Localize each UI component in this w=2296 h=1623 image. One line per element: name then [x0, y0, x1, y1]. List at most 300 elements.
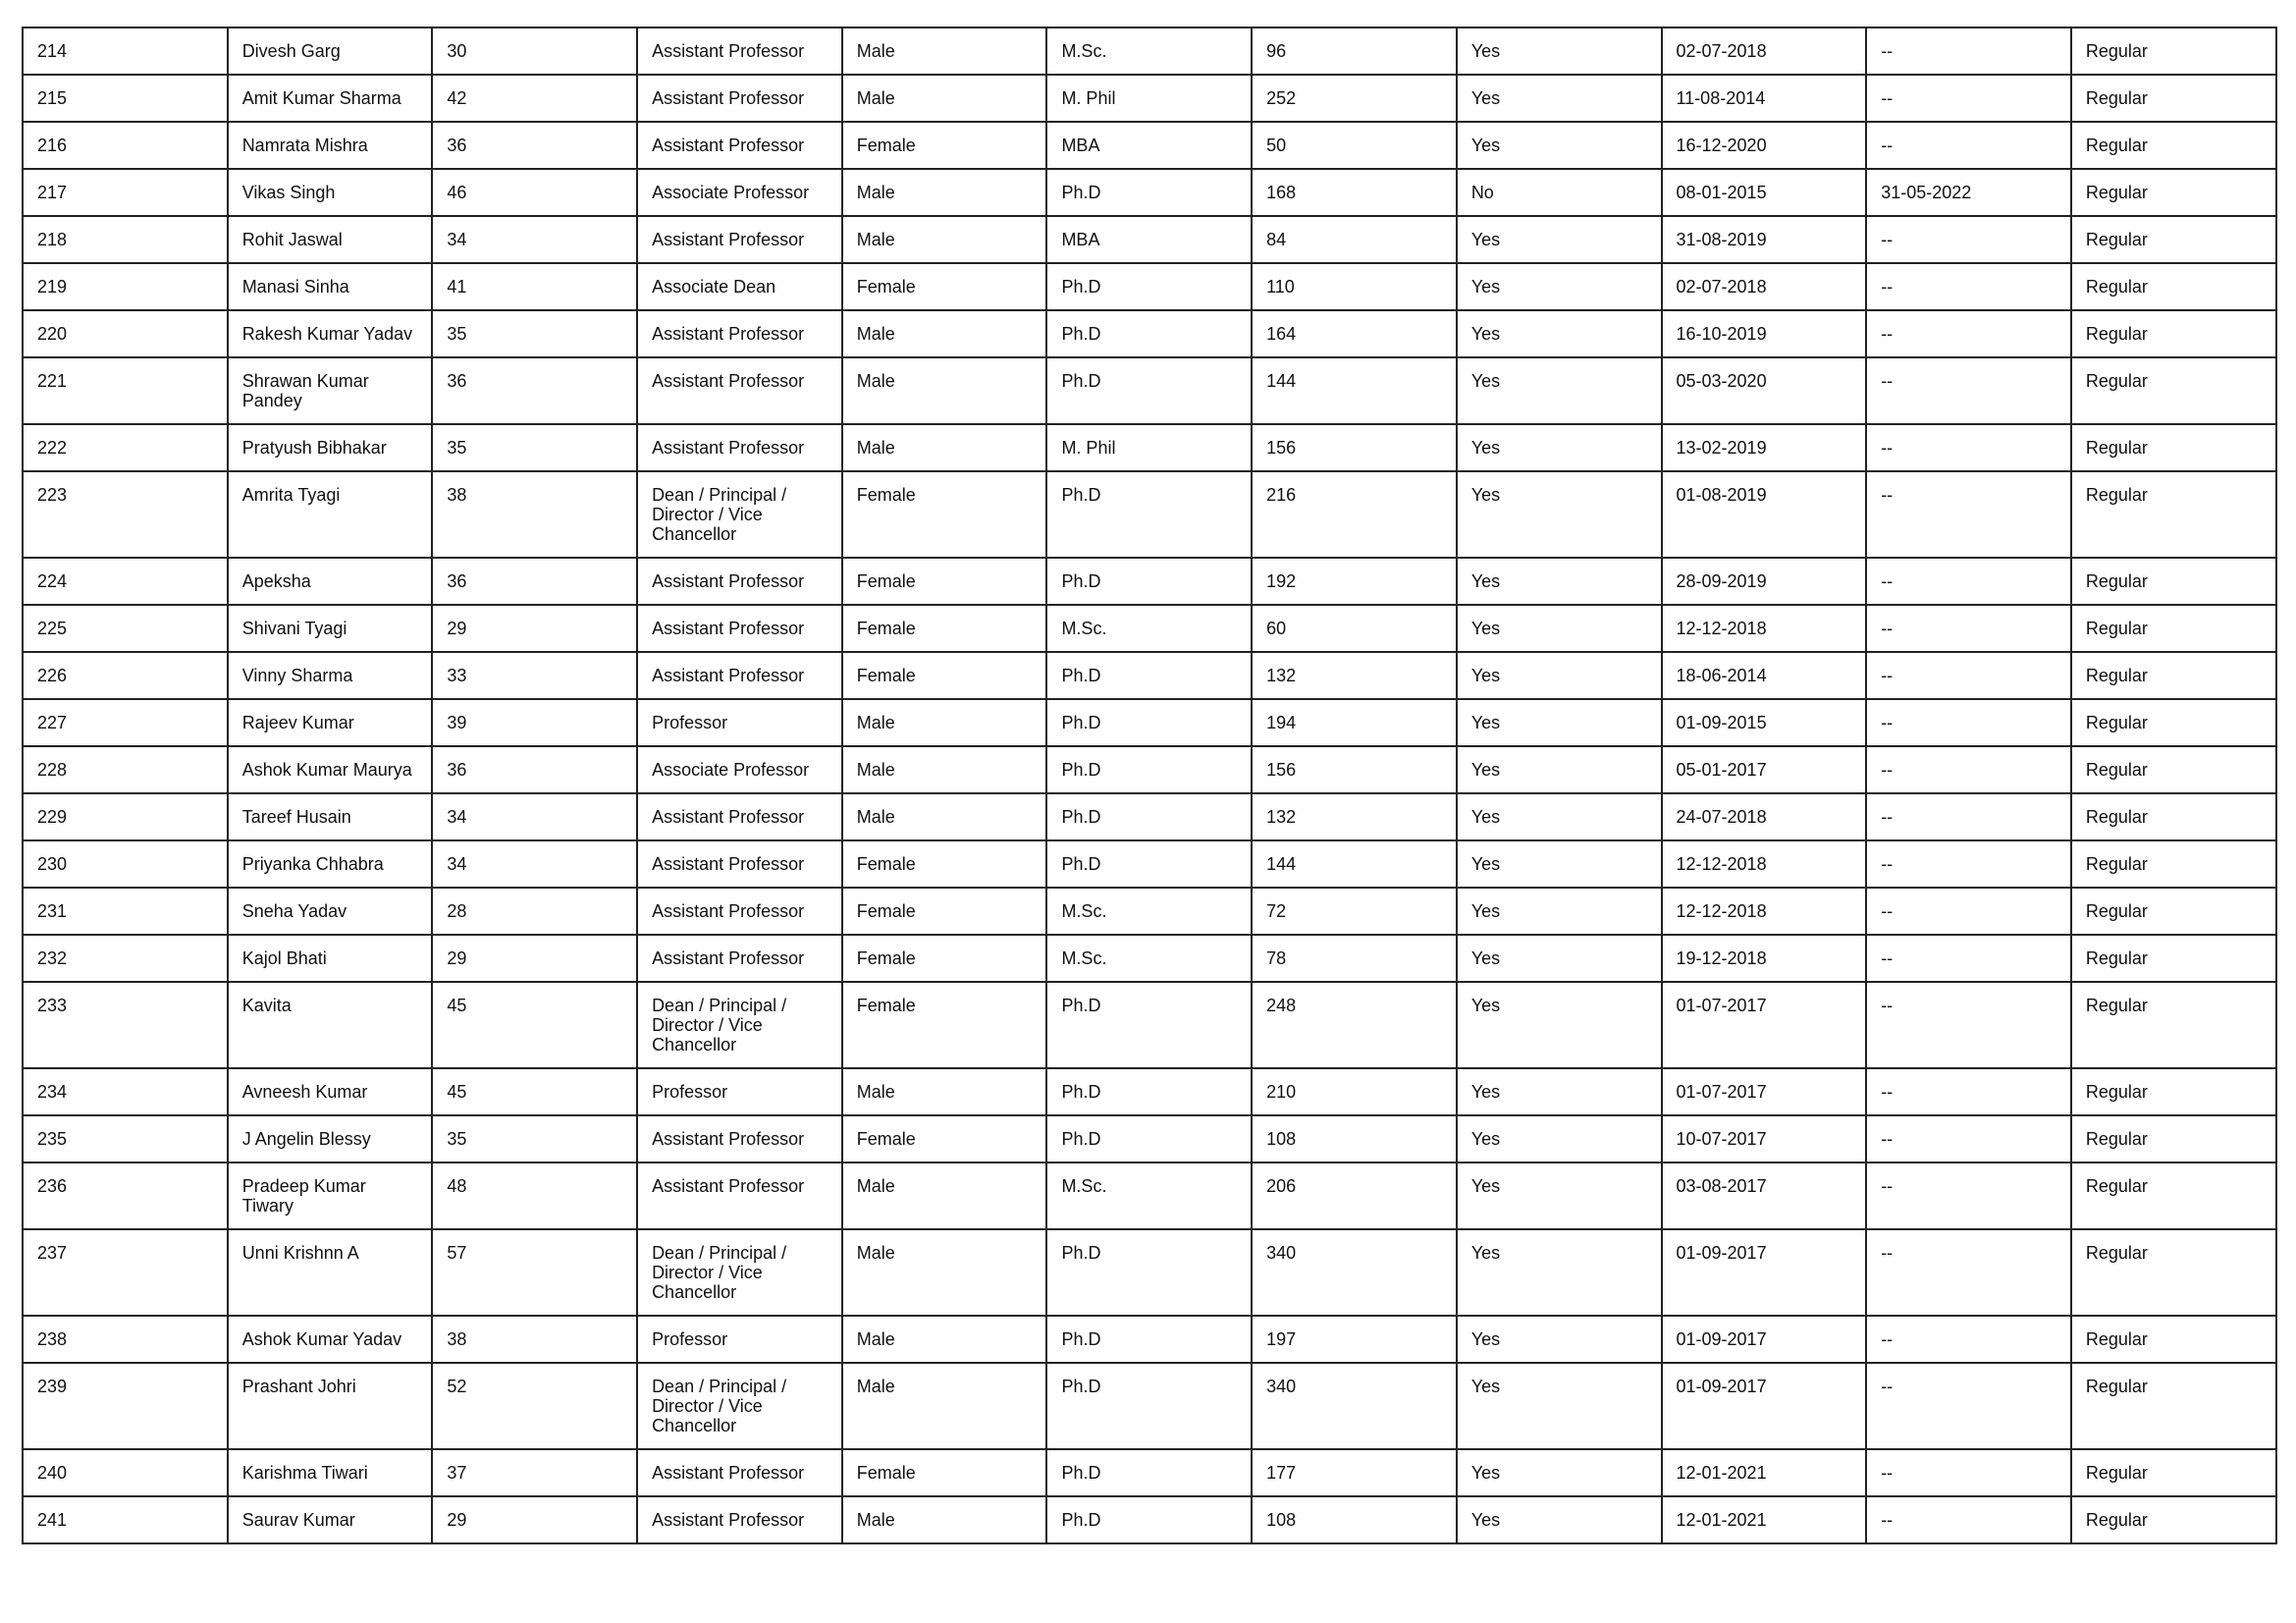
serial-number-cell: 219	[23, 263, 228, 310]
qualification-cell: Ph.D	[1046, 1115, 1252, 1163]
experience-months-cell: 78	[1252, 935, 1457, 982]
table-row	[23, 1316, 2276, 1363]
currently-working-cell: Yes	[1457, 1163, 1662, 1229]
currently-working-cell: Yes	[1457, 652, 1662, 699]
designation-cell: Professor	[637, 1068, 842, 1115]
gender-cell: Male	[842, 699, 1047, 746]
faculty-name-cell: Shivani Tyagi	[228, 605, 433, 652]
appointment-type-cell: Regular	[2071, 1496, 2276, 1543]
designation-cell: Assistant Professor	[637, 793, 842, 840]
age-cell: 48	[432, 1163, 637, 1229]
designation-cell: Dean / Principal / Director / Vice Chancellor	[637, 1229, 842, 1316]
experience-months-cell: 60	[1252, 605, 1457, 652]
qualification-cell: Ph.D	[1046, 558, 1252, 605]
serial-number-cell: 227	[23, 699, 228, 746]
age-cell: 52	[432, 1363, 637, 1449]
joining-date-cell: 12-01-2021	[1662, 1496, 1867, 1543]
joining-date-cell: 01-07-2017	[1662, 982, 1867, 1068]
gender-cell: Female	[842, 982, 1047, 1068]
joining-date-cell: 24-07-2018	[1662, 793, 1867, 840]
currently-working-cell: Yes	[1457, 216, 1662, 263]
currently-working-cell: Yes	[1457, 1316, 1662, 1363]
serial-number-cell: 231	[23, 888, 228, 935]
gender-cell: Male	[842, 357, 1047, 424]
faculty-name-cell: Kavita	[228, 982, 433, 1068]
faculty-name-cell: Rajeev Kumar	[228, 699, 433, 746]
experience-months-cell: 156	[1252, 424, 1457, 471]
appointment-type-cell: Regular	[2071, 793, 2276, 840]
experience-months-cell: 132	[1252, 652, 1457, 699]
currently-working-cell: Yes	[1457, 793, 1662, 840]
serial-number-cell: 225	[23, 605, 228, 652]
gender-cell: Male	[842, 1363, 1047, 1449]
qualification-cell: MBA	[1046, 216, 1252, 263]
age-cell: 46	[432, 169, 637, 216]
table-row	[23, 558, 2276, 605]
joining-date-cell: 19-12-2018	[1662, 935, 1867, 982]
experience-months-cell: 50	[1252, 122, 1457, 169]
currently-working-cell: Yes	[1457, 746, 1662, 793]
qualification-cell: Ph.D	[1046, 982, 1252, 1068]
faculty-name-cell: Tareef Husain	[228, 793, 433, 840]
experience-months-cell: 168	[1252, 169, 1457, 216]
appointment-type-cell: Regular	[2071, 746, 2276, 793]
age-cell: 36	[432, 746, 637, 793]
age-cell: 36	[432, 357, 637, 424]
faculty-name-cell: Manasi Sinha	[228, 263, 433, 310]
joining-date-cell: 12-12-2018	[1662, 840, 1867, 888]
age-cell: 45	[432, 982, 637, 1068]
table-row	[23, 1363, 2276, 1449]
age-cell: 38	[432, 471, 637, 558]
currently-working-cell: Yes	[1457, 1496, 1662, 1543]
leaving-date-cell: --	[1866, 1316, 2071, 1363]
joining-date-cell: 01-09-2017	[1662, 1363, 1867, 1449]
faculty-name-cell: Vikas Singh	[228, 169, 433, 216]
age-cell: 38	[432, 1316, 637, 1363]
joining-date-cell: 16-10-2019	[1662, 310, 1867, 357]
serial-number-cell: 226	[23, 652, 228, 699]
leaving-date-cell: --	[1866, 1363, 2071, 1449]
faculty-name-cell: Pradeep Kumar Tiwary	[228, 1163, 433, 1229]
leaving-date-cell: --	[1866, 746, 2071, 793]
table-row	[23, 75, 2276, 122]
faculty-name-cell: Sneha Yadav	[228, 888, 433, 935]
gender-cell: Male	[842, 793, 1047, 840]
faculty-name-cell: Priyanka Chhabra	[228, 840, 433, 888]
gender-cell: Male	[842, 1229, 1047, 1316]
joining-date-cell: 31-08-2019	[1662, 216, 1867, 263]
leaving-date-cell: --	[1866, 1068, 2071, 1115]
serial-number-cell: 237	[23, 1229, 228, 1316]
gender-cell: Male	[842, 746, 1047, 793]
leaving-date-cell: --	[1866, 310, 2071, 357]
gender-cell: Male	[842, 424, 1047, 471]
gender-cell: Female	[842, 935, 1047, 982]
age-cell: 30	[432, 27, 637, 75]
currently-working-cell: No	[1457, 169, 1662, 216]
designation-cell: Assistant Professor	[637, 558, 842, 605]
joining-date-cell: 03-08-2017	[1662, 1163, 1867, 1229]
qualification-cell: Ph.D	[1046, 840, 1252, 888]
serial-number-cell: 216	[23, 122, 228, 169]
serial-number-cell: 235	[23, 1115, 228, 1163]
gender-cell: Male	[842, 75, 1047, 122]
serial-number-cell: 239	[23, 1363, 228, 1449]
joining-date-cell: 02-07-2018	[1662, 27, 1867, 75]
age-cell: 36	[432, 558, 637, 605]
serial-number-cell: 232	[23, 935, 228, 982]
designation-cell: Assistant Professor	[637, 605, 842, 652]
gender-cell: Female	[842, 558, 1047, 605]
faculty-name-cell: Apeksha	[228, 558, 433, 605]
experience-months-cell: 164	[1252, 310, 1457, 357]
gender-cell: Male	[842, 1496, 1047, 1543]
experience-months-cell: 252	[1252, 75, 1457, 122]
appointment-type-cell: Regular	[2071, 935, 2276, 982]
currently-working-cell: Yes	[1457, 982, 1662, 1068]
gender-cell: Female	[842, 263, 1047, 310]
joining-date-cell: 13-02-2019	[1662, 424, 1867, 471]
qualification-cell: Ph.D	[1046, 263, 1252, 310]
qualification-cell: MBA	[1046, 122, 1252, 169]
age-cell: 33	[432, 652, 637, 699]
faculty-name-cell: Rohit Jaswal	[228, 216, 433, 263]
age-cell: 39	[432, 699, 637, 746]
experience-months-cell: 177	[1252, 1449, 1457, 1496]
qualification-cell: M. Phil	[1046, 424, 1252, 471]
leaving-date-cell: --	[1866, 471, 2071, 558]
faculty-name-cell: Shrawan Kumar Pandey	[228, 357, 433, 424]
designation-cell: Professor	[637, 699, 842, 746]
appointment-type-cell: Regular	[2071, 652, 2276, 699]
experience-months-cell: 216	[1252, 471, 1457, 558]
serial-number-cell: 224	[23, 558, 228, 605]
serial-number-cell: 228	[23, 746, 228, 793]
table-row	[23, 424, 2276, 471]
age-cell: 29	[432, 605, 637, 652]
table-row	[23, 746, 2276, 793]
experience-months-cell: 108	[1252, 1496, 1457, 1543]
appointment-type-cell: Regular	[2071, 216, 2276, 263]
qualification-cell: M.Sc.	[1046, 935, 1252, 982]
currently-working-cell: Yes	[1457, 1229, 1662, 1316]
leaving-date-cell: --	[1866, 75, 2071, 122]
appointment-type-cell: Regular	[2071, 1115, 2276, 1163]
gender-cell: Female	[842, 471, 1047, 558]
designation-cell: Dean / Principal / Director / Vice Chancellor	[637, 982, 842, 1068]
table-row	[23, 793, 2276, 840]
faculty-name-cell: J Angelin Blessy	[228, 1115, 433, 1163]
leaving-date-cell: --	[1866, 982, 2071, 1068]
serial-number-cell: 215	[23, 75, 228, 122]
table-row	[23, 1163, 2276, 1229]
age-cell: 34	[432, 793, 637, 840]
table-row	[23, 169, 2276, 216]
table-row	[23, 935, 2276, 982]
qualification-cell: Ph.D	[1046, 652, 1252, 699]
table-row	[23, 1068, 2276, 1115]
faculty-name-cell: Rakesh Kumar Yadav	[228, 310, 433, 357]
experience-months-cell: 194	[1252, 699, 1457, 746]
serial-number-cell: 223	[23, 471, 228, 558]
table-row	[23, 357, 2276, 424]
appointment-type-cell: Regular	[2071, 471, 2276, 558]
leaving-date-cell: --	[1866, 840, 2071, 888]
serial-number-cell: 238	[23, 1316, 228, 1363]
joining-date-cell: 11-08-2014	[1662, 75, 1867, 122]
designation-cell: Assistant Professor	[637, 424, 842, 471]
table-row	[23, 605, 2276, 652]
faculty-name-cell: Pratyush Bibhakar	[228, 424, 433, 471]
age-cell: 57	[432, 1229, 637, 1316]
designation-cell: Assistant Professor	[637, 357, 842, 424]
appointment-type-cell: Regular	[2071, 263, 2276, 310]
gender-cell: Male	[842, 27, 1047, 75]
designation-cell: Assistant Professor	[637, 310, 842, 357]
experience-months-cell: 108	[1252, 1115, 1457, 1163]
designation-cell: Assistant Professor	[637, 27, 842, 75]
leaving-date-cell: --	[1866, 699, 2071, 746]
leaving-date-cell: --	[1866, 888, 2071, 935]
faculty-table	[22, 27, 2277, 1544]
table-row	[23, 1496, 2276, 1543]
appointment-type-cell: Regular	[2071, 310, 2276, 357]
table-row	[23, 122, 2276, 169]
appointment-type-cell: Regular	[2071, 558, 2276, 605]
experience-months-cell: 248	[1252, 982, 1457, 1068]
designation-cell: Associate Professor	[637, 169, 842, 216]
joining-date-cell: 01-09-2015	[1662, 699, 1867, 746]
serial-number-cell: 220	[23, 310, 228, 357]
currently-working-cell: Yes	[1457, 357, 1662, 424]
table-row	[23, 27, 2276, 75]
experience-months-cell: 340	[1252, 1363, 1457, 1449]
experience-months-cell: 197	[1252, 1316, 1457, 1363]
currently-working-cell: Yes	[1457, 263, 1662, 310]
table-row	[23, 652, 2276, 699]
faculty-name-cell: Saurav Kumar	[228, 1496, 433, 1543]
gender-cell: Female	[842, 1449, 1047, 1496]
appointment-type-cell: Regular	[2071, 982, 2276, 1068]
joining-date-cell: 12-12-2018	[1662, 605, 1867, 652]
faculty-name-cell: Karishma Tiwari	[228, 1449, 433, 1496]
experience-months-cell: 192	[1252, 558, 1457, 605]
designation-cell: Assistant Professor	[637, 216, 842, 263]
age-cell: 29	[432, 1496, 637, 1543]
table-row	[23, 216, 2276, 263]
joining-date-cell: 01-07-2017	[1662, 1068, 1867, 1115]
serial-number-cell: 233	[23, 982, 228, 1068]
gender-cell: Female	[842, 888, 1047, 935]
experience-months-cell: 144	[1252, 357, 1457, 424]
leaving-date-cell: --	[1866, 935, 2071, 982]
leaving-date-cell: --	[1866, 1115, 2071, 1163]
qualification-cell: Ph.D	[1046, 310, 1252, 357]
age-cell: 34	[432, 840, 637, 888]
leaving-date-cell: --	[1866, 216, 2071, 263]
table-row	[23, 1229, 2276, 1316]
age-cell: 42	[432, 75, 637, 122]
joining-date-cell: 05-03-2020	[1662, 357, 1867, 424]
joining-date-cell: 05-01-2017	[1662, 746, 1867, 793]
age-cell: 45	[432, 1068, 637, 1115]
faculty-name-cell: Vinny Sharma	[228, 652, 433, 699]
gender-cell: Male	[842, 169, 1047, 216]
currently-working-cell: Yes	[1457, 840, 1662, 888]
faculty-name-cell: Ashok Kumar Maurya	[228, 746, 433, 793]
qualification-cell: Ph.D	[1046, 1363, 1252, 1449]
gender-cell: Female	[842, 840, 1047, 888]
designation-cell: Assistant Professor	[637, 935, 842, 982]
currently-working-cell: Yes	[1457, 558, 1662, 605]
joining-date-cell: 12-12-2018	[1662, 888, 1867, 935]
designation-cell: Assistant Professor	[637, 1496, 842, 1543]
currently-working-cell: Yes	[1457, 1115, 1662, 1163]
designation-cell: Assistant Professor	[637, 888, 842, 935]
designation-cell: Assistant Professor	[637, 1449, 842, 1496]
faculty-name-cell: Namrata Mishra	[228, 122, 433, 169]
serial-number-cell: 230	[23, 840, 228, 888]
leaving-date-cell: --	[1866, 1496, 2071, 1543]
appointment-type-cell: Regular	[2071, 1163, 2276, 1229]
qualification-cell: Ph.D	[1046, 1449, 1252, 1496]
currently-working-cell: Yes	[1457, 605, 1662, 652]
qualification-cell: Ph.D	[1046, 471, 1252, 558]
age-cell: 28	[432, 888, 637, 935]
experience-months-cell: 340	[1252, 1229, 1457, 1316]
currently-working-cell: Yes	[1457, 75, 1662, 122]
leaving-date-cell: --	[1866, 263, 2071, 310]
currently-working-cell: Yes	[1457, 424, 1662, 471]
currently-working-cell: Yes	[1457, 888, 1662, 935]
designation-cell: Dean / Principal / Director / Vice Chancellor	[637, 471, 842, 558]
designation-cell: Professor	[637, 1316, 842, 1363]
gender-cell: Female	[842, 1115, 1047, 1163]
serial-number-cell: 222	[23, 424, 228, 471]
leaving-date-cell: --	[1866, 357, 2071, 424]
qualification-cell: M.Sc.	[1046, 888, 1252, 935]
age-cell: 37	[432, 1449, 637, 1496]
appointment-type-cell: Regular	[2071, 1449, 2276, 1496]
designation-cell: Assistant Professor	[637, 1115, 842, 1163]
designation-cell: Assistant Professor	[637, 652, 842, 699]
faculty-name-cell: Avneesh Kumar	[228, 1068, 433, 1115]
appointment-type-cell: Regular	[2071, 699, 2276, 746]
appointment-type-cell: Regular	[2071, 888, 2276, 935]
table-row	[23, 1449, 2276, 1496]
designation-cell: Associate Dean	[637, 263, 842, 310]
faculty-name-cell: Amit Kumar Sharma	[228, 75, 433, 122]
qualification-cell: Ph.D	[1046, 1068, 1252, 1115]
experience-months-cell: 72	[1252, 888, 1457, 935]
serial-number-cell: 234	[23, 1068, 228, 1115]
serial-number-cell: 236	[23, 1163, 228, 1229]
faculty-table-body	[23, 27, 2276, 1543]
joining-date-cell: 08-01-2015	[1662, 169, 1867, 216]
designation-cell: Assistant Professor	[637, 75, 842, 122]
experience-months-cell: 132	[1252, 793, 1457, 840]
table-row	[23, 699, 2276, 746]
qualification-cell: Ph.D	[1046, 1316, 1252, 1363]
age-cell: 41	[432, 263, 637, 310]
table-row	[23, 471, 2276, 558]
currently-working-cell: Yes	[1457, 122, 1662, 169]
leaving-date-cell: --	[1866, 558, 2071, 605]
gender-cell: Male	[842, 1316, 1047, 1363]
experience-months-cell: 96	[1252, 27, 1457, 75]
table-row	[23, 263, 2276, 310]
serial-number-cell: 240	[23, 1449, 228, 1496]
designation-cell: Assistant Professor	[637, 840, 842, 888]
joining-date-cell: 02-07-2018	[1662, 263, 1867, 310]
table-row	[23, 982, 2276, 1068]
gender-cell: Male	[842, 310, 1047, 357]
serial-number-cell: 217	[23, 169, 228, 216]
joining-date-cell: 28-09-2019	[1662, 558, 1867, 605]
leaving-date-cell: --	[1866, 793, 2071, 840]
joining-date-cell: 10-07-2017	[1662, 1115, 1867, 1163]
currently-working-cell: Yes	[1457, 27, 1662, 75]
appointment-type-cell: Regular	[2071, 122, 2276, 169]
age-cell: 35	[432, 424, 637, 471]
currently-working-cell: Yes	[1457, 1363, 1662, 1449]
experience-months-cell: 206	[1252, 1163, 1457, 1229]
gender-cell: Male	[842, 1163, 1047, 1229]
experience-months-cell: 110	[1252, 263, 1457, 310]
gender-cell: Male	[842, 1068, 1047, 1115]
joining-date-cell: 12-01-2021	[1662, 1449, 1867, 1496]
appointment-type-cell: Regular	[2071, 840, 2276, 888]
designation-cell: Assistant Professor	[637, 122, 842, 169]
leaving-date-cell: 31-05-2022	[1866, 169, 2071, 216]
qualification-cell: Ph.D	[1046, 1496, 1252, 1543]
currently-working-cell: Yes	[1457, 699, 1662, 746]
appointment-type-cell: Regular	[2071, 1363, 2276, 1449]
leaving-date-cell: --	[1866, 1229, 2071, 1316]
currently-working-cell: Yes	[1457, 471, 1662, 558]
joining-date-cell: 18-06-2014	[1662, 652, 1867, 699]
faculty-name-cell: Amrita Tyagi	[228, 471, 433, 558]
qualification-cell: Ph.D	[1046, 1229, 1252, 1316]
leaving-date-cell: --	[1866, 122, 2071, 169]
faculty-name-cell: Kajol Bhati	[228, 935, 433, 982]
appointment-type-cell: Regular	[2071, 424, 2276, 471]
serial-number-cell: 218	[23, 216, 228, 263]
joining-date-cell: 16-12-2020	[1662, 122, 1867, 169]
appointment-type-cell: Regular	[2071, 1068, 2276, 1115]
table-row	[23, 840, 2276, 888]
leaving-date-cell: --	[1866, 605, 2071, 652]
age-cell: 34	[432, 216, 637, 263]
table-row	[23, 1115, 2276, 1163]
gender-cell: Female	[842, 605, 1047, 652]
leaving-date-cell: --	[1866, 652, 2071, 699]
currently-working-cell: Yes	[1457, 1068, 1662, 1115]
designation-cell: Assistant Professor	[637, 1163, 842, 1229]
leaving-date-cell: --	[1866, 424, 2071, 471]
appointment-type-cell: Regular	[2071, 1316, 2276, 1363]
faculty-name-cell: Unni Krishnn A	[228, 1229, 433, 1316]
gender-cell: Male	[842, 216, 1047, 263]
currently-working-cell: Yes	[1457, 310, 1662, 357]
faculty-name-cell: Divesh Garg	[228, 27, 433, 75]
joining-date-cell: 01-08-2019	[1662, 471, 1867, 558]
table-row	[23, 888, 2276, 935]
joining-date-cell: 01-09-2017	[1662, 1316, 1867, 1363]
designation-cell: Associate Professor	[637, 746, 842, 793]
qualification-cell: Ph.D	[1046, 357, 1252, 424]
